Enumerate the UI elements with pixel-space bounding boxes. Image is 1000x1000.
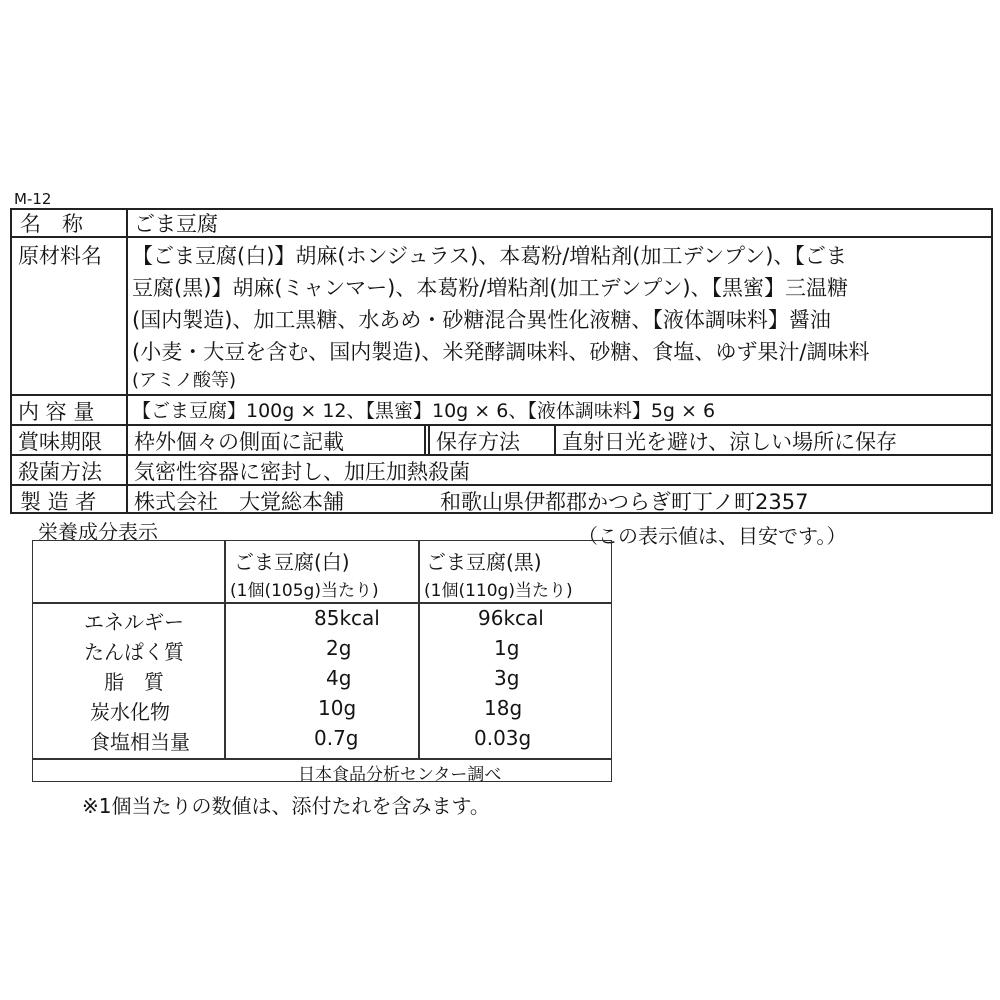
nutrient-value: 2g [326, 636, 352, 660]
best-before-label: 賞味期限 [18, 430, 102, 454]
nutrition-col-divider [224, 540, 226, 758]
label-column-divider [126, 208, 128, 514]
storage-divider-right [554, 424, 556, 454]
manufacturer-company: 株式会社 大覚総本舗 [134, 490, 344, 514]
ingredients-line: (国内製造)、加工黒糖、水あめ・砂糖混合異性化液糖、【液体調味料】醤油 [132, 308, 831, 332]
product-code: M-12 [14, 190, 52, 208]
nutrient-label-salt: 食塩相当量 [90, 730, 190, 754]
nutrient-value: 96kcal [478, 606, 544, 630]
contents-label: 内 容 量 [18, 400, 95, 424]
nutrient-label-fat: 脂 質 [104, 670, 164, 694]
nutrition-footnote: ※1個当たりの数値は、添付たれを含みます。 [82, 794, 490, 818]
nutrient-label-carbohydrate: 炭水化物 [90, 700, 170, 724]
nutrition-header-separator [32, 602, 612, 604]
nutrient-label-protein: たんぱく質 [84, 640, 184, 664]
column-serving-white: (1個(105g)当たり) [230, 581, 379, 601]
nutrient-value: 1g [494, 636, 520, 660]
ingredients-line: 豆腐(黒)】胡麻(ミャンマー)、本葛粉/増粘剤(加工デンプン)、【黒蜜】三温糖 [132, 276, 849, 300]
name-label: 名 称 [20, 212, 83, 236]
nutrition-note: （この表示値は、目安です。） [578, 524, 847, 548]
nutrient-value: 85kcal [314, 606, 380, 630]
column-header-black: ごま豆腐(黒) [426, 550, 542, 574]
best-before-value: 枠外個々の側面に記載 [134, 430, 344, 454]
name-value: ごま豆腐 [134, 212, 218, 236]
ingredients-line: (小麦・大豆を含む、国内製造)、米発酵調味料、砂糖、食塩、ゆず果汁/調味料 [132, 340, 870, 364]
ingredients-line: (アミノ酸等) [132, 370, 237, 391]
column-serving-black: (1個(110g)当たり) [424, 581, 573, 601]
nutrition-col-divider [418, 540, 420, 758]
nutrient-value: 18g [484, 696, 523, 720]
storage-divider-left [424, 424, 426, 454]
sterilization-value: 気密性容器に密封し、加圧加熱殺菌 [134, 460, 470, 484]
manufacturer-address: 和歌山県伊都郡かつらぎ町丁ノ町2357 [440, 490, 809, 514]
manufacturer-label: 製 造 者 [20, 490, 97, 514]
sterilization-label: 殺菌方法 [18, 460, 102, 484]
storage-value: 直射日光を避け、涼しい場所に保存 [562, 430, 898, 454]
nutrient-value: 10g [318, 696, 357, 720]
storage-divider-left-inner [428, 424, 430, 454]
nutrient-value: 0.7g [314, 726, 359, 750]
storage-label: 保存方法 [436, 430, 520, 454]
ingredients-label: 原材料名 [18, 244, 102, 268]
nutrient-value: 4g [326, 666, 352, 690]
column-header-white: ごま豆腐(白) [234, 550, 350, 574]
nutrition-source: 日本食品分析センター調べ [298, 765, 502, 785]
contents-value: 【ごま豆腐】100g × 12、【黒蜜】10g × 6、【液体調味料】5g × 6 [132, 400, 716, 422]
nutrition-title: 栄養成分表示 [38, 520, 158, 544]
nutrient-label-energy: エネルギー [84, 610, 184, 634]
nutrient-value: 3g [494, 666, 520, 690]
nutrient-value: 0.03g [474, 726, 532, 750]
ingredients-line: 【ごま豆腐(白)】胡麻(ホンジュラス)、本葛粉/増粘剤(加工デンプン)、【ごま [132, 244, 847, 268]
